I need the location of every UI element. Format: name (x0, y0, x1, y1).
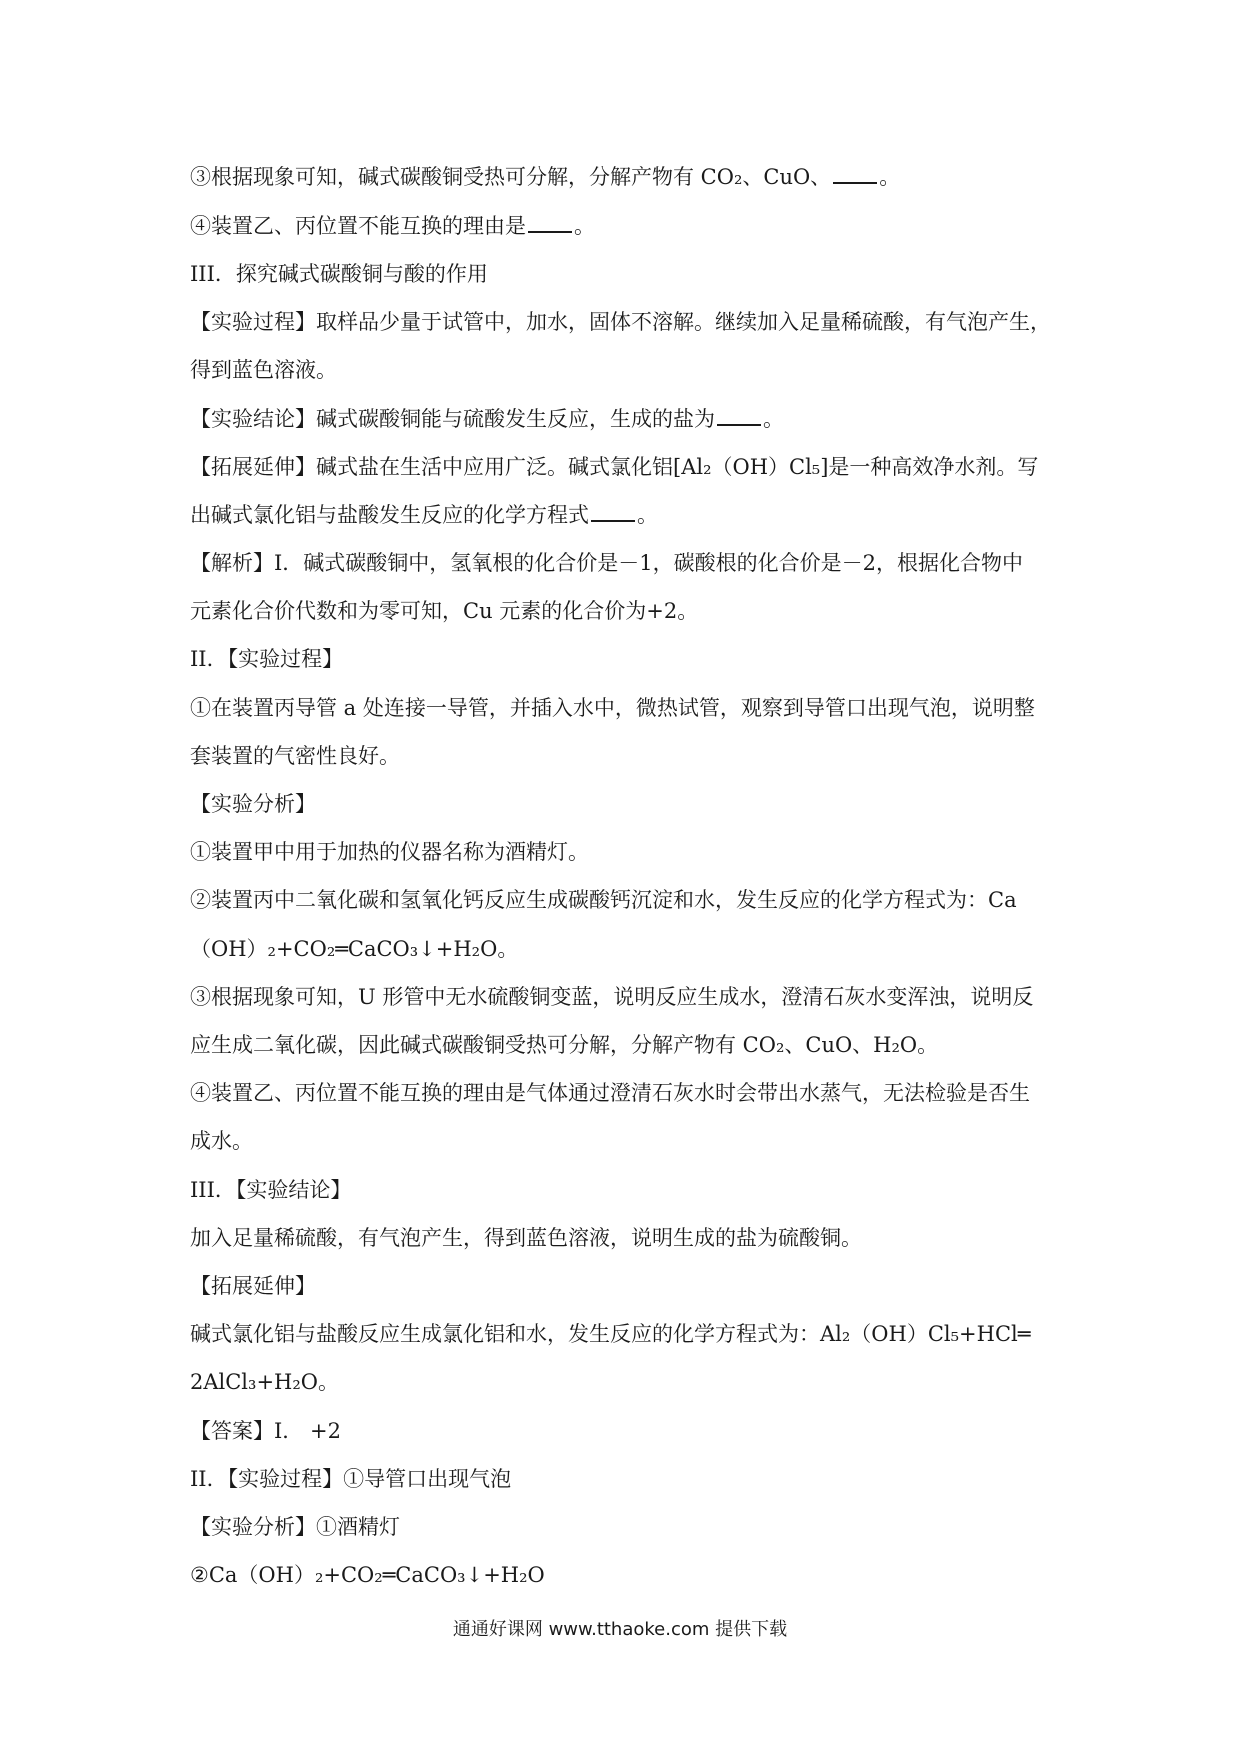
analysis-heading: III．【实验结论】 (190, 1178, 352, 1202)
question-3-product-line: ③根据现象可知，碱式碳酸铜受热可分解，分解产物有 CO₂、CuO、 。 (190, 165, 901, 189)
extension-line: 出碱式氯化铝与盐酸发生反应的化学方程式 。 (190, 503, 658, 527)
answer-blank (591, 502, 635, 522)
analysis-line: 应生成二氧化碳，因此碱式碳酸铜受热可分解，分解产物有 CO₂、CuO、H₂O。 (190, 1033, 939, 1057)
extension-line: 【拓展延伸】碱式盐在生活中应用广泛。碱式氯化铝[Al₂（OH）Cl₅]是一种高效净水剂。写 (190, 455, 1039, 479)
analysis-line: 2AlCl₃+H₂O。 (190, 1370, 339, 1394)
answer-line: ②Ca（OH）₂+CO₂═CaCO₃↓+H₂O (190, 1563, 545, 1587)
analysis-line: ④装置乙、丙位置不能互换的理由是气体通过澄清石灰水时会带出水蒸气，无法检验是否生 (190, 1081, 1030, 1105)
analysis-line: 加入足量稀硫酸，有气泡产生，得到蓝色溶液，说明生成的盐为硫酸铜。 (190, 1226, 862, 1250)
answer-line: 【实验分析】①酒精灯 (190, 1515, 400, 1539)
analysis-line: 【解析】I．碱式碳酸铜中，氢氧根的化合价是－1，碳酸根的化合价是－2，根据化合物中 (190, 551, 1024, 575)
analysis-line: ②装置丙中二氧化碳和氢氧化钙反应生成碳酸钙沉淀和水，发生反应的化学方程式为：Ca (190, 888, 1017, 912)
analysis-heading: 【实验分析】 (190, 792, 316, 816)
analysis-line: ①装置甲中用于加热的仪器名称为酒精灯。 (190, 840, 589, 864)
experiment-conclusion-line: 【实验结论】碱式碳酸铜能与硫酸发生反应，生成的盐为 。 (190, 407, 784, 431)
analysis-line: ③根据现象可知，U 形管中无水硫酸铜变蓝，说明反应生成水，澄清石灰水变浑浊，说明反 (190, 985, 1034, 1009)
analysis-line: 套装置的气密性良好。 (190, 744, 400, 768)
analysis-heading: II．【实验过程】 (190, 647, 344, 671)
section-iii-heading: III．探究碱式碳酸铜与酸的作用 (190, 262, 488, 286)
page-footer: 通通好课网 www.tthaoke.com 提供下载 (452, 1619, 788, 1640)
experiment-process-line: 【实验过程】取样品少量于试管中，加水，固体不溶解。继续加入足量稀硫酸，有气泡产生， (190, 310, 1051, 334)
analysis-heading: 【拓展延伸】 (190, 1274, 316, 1298)
experiment-process-line: 得到蓝色溶液。 (190, 358, 337, 382)
analysis-line: （OH）₂+CO₂═CaCO₃↓+H₂O。 (190, 937, 519, 961)
answer-line: 【答案】I． +2 (190, 1419, 341, 1443)
answer-blank (717, 406, 761, 426)
question-4-reason-line: ④装置乙、丙位置不能互换的理由是 。 (190, 214, 595, 238)
analysis-line: 成水。 (190, 1129, 253, 1153)
analysis-line: 元素化合价代数和为零可知，Cu 元素的化合价为+2。 (190, 599, 699, 623)
analysis-line: ①在装置丙导管 a 处连接一导管，并插入水中，微热试管，观察到导管口出现气泡，说明整 (190, 696, 1035, 720)
analysis-line: 碱式氯化铝与盐酸反应生成氯化铝和水，发生反应的化学方程式为：Al₂（OH）Cl₅+HCl═ (190, 1322, 1031, 1346)
answer-blank (528, 213, 572, 233)
answer-blank (833, 164, 877, 184)
answer-line: II．【实验过程】①导管口出现气泡 (190, 1467, 512, 1491)
